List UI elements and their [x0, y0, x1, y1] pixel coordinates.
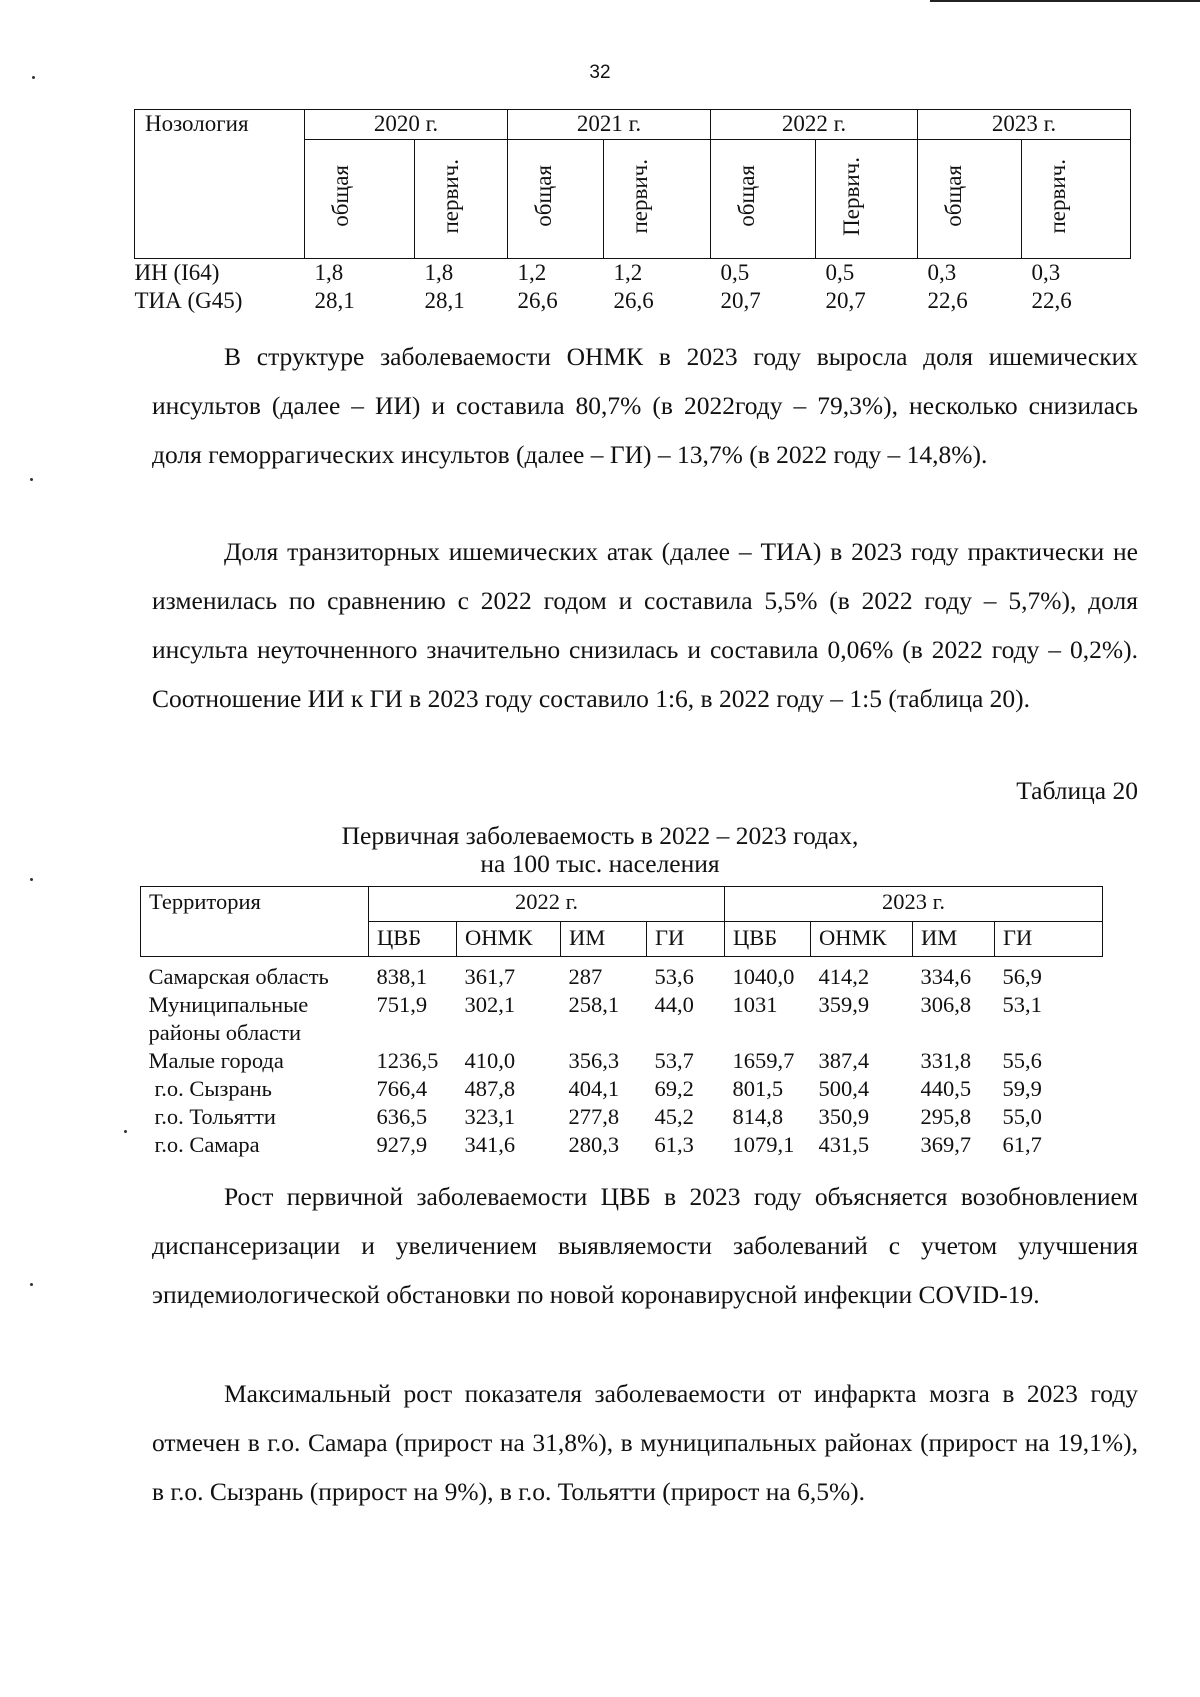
table-cell: 1079,1 — [732, 1132, 795, 1157]
table-header-row — [141, 887, 1103, 922]
scan-speck — [124, 1130, 127, 1133]
table-row — [141, 991, 1103, 1047]
table-cell: 766,4 — [376, 1076, 428, 1101]
primary-label: Первич. — [839, 156, 864, 236]
table-cell: 53,6 — [654, 964, 694, 989]
table-cell: 487,8 — [464, 1076, 516, 1101]
general-label: общая — [941, 165, 966, 227]
subheader-cell — [918, 140, 1022, 259]
row-label: ИН (I64) — [134, 260, 220, 285]
row-label: Самарская область — [148, 964, 329, 989]
table-cell: 26,6 — [613, 288, 654, 313]
table-row — [141, 1103, 1103, 1131]
paragraph-tia-share: Доля транзиторных ишемических атак (далее – ТИА) в 2023 году практически не изменилась по сравнению с 2022 годом и составила 5,5% (в 2022 году – 5,7%), доля инсульта неуточненного значительно снизилась и составила 0,06% (в 2022 году – 0,2%). Соотношение ИИ к ГИ в 2023 году составило 1:6, в 2022 году – 1:5 (таблица 20). — [152, 537, 1138, 713]
table-cell: 751,9 — [376, 992, 428, 1017]
scan-speck — [30, 478, 33, 481]
table-cell: 22,6 — [1031, 288, 1072, 313]
table-row — [141, 957, 1103, 992]
table-cell: 44,0 — [654, 992, 694, 1017]
table-title-line: на 100 тыс. населения — [480, 849, 720, 878]
table-cell: 0,5 — [720, 260, 750, 285]
table-cell: 295,8 — [920, 1104, 972, 1129]
primary-label: первич. — [438, 158, 463, 234]
table-cell: 1,2 — [613, 260, 643, 285]
table-cell: 1659,7 — [732, 1048, 795, 1073]
table-cell: 1,8 — [424, 260, 454, 285]
table-cell: 331,8 — [920, 1048, 972, 1073]
column-header: ГИ — [647, 922, 725, 957]
table-cell: 59,9 — [1002, 1076, 1042, 1101]
row-label: г.о. Самара — [154, 1132, 260, 1157]
column-header: ЦВБ — [725, 922, 811, 957]
table-cell: 28,1 — [424, 288, 465, 313]
column-header: ОНМК — [811, 922, 913, 957]
year-header: 2022 г. — [711, 110, 918, 140]
table-cell: 1,2 — [517, 260, 547, 285]
table-cell: 287 — [568, 964, 603, 989]
table-cell: 26,6 — [517, 288, 558, 313]
table-cell: 0,5 — [825, 260, 855, 285]
table-cell: 927,9 — [376, 1132, 428, 1157]
table-row — [141, 1131, 1103, 1159]
table-cell: 280,3 — [568, 1132, 620, 1157]
table-cell: 1,8 — [314, 260, 344, 285]
table-cell: 387,4 — [818, 1048, 870, 1073]
paragraph-max-growth: Максимальный рост показателя заболеваемости от инфаркта мозга в 2023 году отмечен в г.о. Самара (прирост на 31,8%), в муниципальных районах (прирост на 19,1%), в г.о. Сызрань (прирост на 9%), в г.о. Тольятти (прирост на 6,5%). — [152, 1379, 1138, 1506]
subheader-cell — [816, 140, 918, 259]
table-title-line: Первичная заболеваемость в 2022 – 2023 годах, — [341, 821, 859, 850]
table-cell: 22,6 — [927, 288, 968, 313]
year-header: 2022 г. — [369, 887, 725, 922]
top-edge-rule — [930, 0, 1200, 2]
table-row — [135, 259, 1131, 288]
table-cell: 53,7 — [654, 1048, 694, 1073]
table-cell: 1236,5 — [376, 1048, 439, 1073]
subheader-cell — [415, 140, 508, 259]
scan-speck — [32, 76, 35, 79]
primary-incidence-table — [140, 886, 1103, 1159]
nozology-header: Нозология — [135, 110, 305, 259]
table-cell: 356,3 — [568, 1048, 620, 1073]
table-cell: 814,8 — [732, 1104, 784, 1129]
table-cell: 20,7 — [720, 288, 761, 313]
scan-speck — [30, 1283, 33, 1286]
territory-header: Территория — [141, 887, 369, 957]
table-row — [135, 287, 1131, 315]
subheader-cell — [604, 140, 711, 259]
table-cell: 334,6 — [920, 964, 972, 989]
subheader-cell — [1022, 140, 1131, 259]
column-header: ГИ — [995, 922, 1103, 957]
table-cell: 20,7 — [825, 288, 866, 313]
page-number: 32 — [589, 62, 611, 83]
table-cell: 302,1 — [464, 992, 516, 1017]
general-label: общая — [734, 165, 759, 227]
table-cell: 636,5 — [376, 1104, 428, 1129]
table-cell: 414,2 — [818, 964, 870, 989]
table-cell: 55,0 — [1002, 1104, 1042, 1129]
table-cell: 45,2 — [654, 1104, 694, 1129]
row-label: г.о. Сызрань — [154, 1076, 272, 1101]
table-cell: 53,1 — [1002, 992, 1042, 1017]
table-cell: 801,5 — [732, 1076, 784, 1101]
table-cell: 404,1 — [568, 1076, 620, 1101]
table-cell: 1040,0 — [732, 964, 795, 989]
paragraph-stroke-structure: В структуре заболеваемости ОНМК в 2023 году выросла доля ишемических инсультов (далее – ИИ) и составила 80,7% (в 2022году – 79,3%), несколько снизилась доля геморрагических инсультов (далее – ГИ) – 13,7% (в 2022 году – 14,8%). — [152, 342, 1138, 469]
table-cell: 277,8 — [568, 1104, 620, 1129]
table-cell: 359,9 — [818, 992, 870, 1017]
table-cell: 28,1 — [314, 288, 355, 313]
column-header: ИМ — [561, 922, 647, 957]
paragraph-growth-reason: Рост первичной заболеваемости ЦВБ в 2023 году объясняется возобновлением диспансеризации и увеличением выявляемости заболеваний с учетом улучшения эпидемиологической обстановки по новой коронавирусной инфекции COVID-19. — [152, 1182, 1138, 1309]
table-cell: 838,1 — [376, 964, 428, 989]
row-label: ТИА (G45) — [134, 288, 243, 313]
table-cell: 323,1 — [464, 1104, 516, 1129]
table-cell: 410,0 — [464, 1048, 516, 1073]
year-header: 2021 г. — [508, 110, 711, 140]
scan-speck — [30, 878, 33, 881]
table-cell: 56,9 — [1002, 964, 1042, 989]
year-header: 2023 г. — [725, 887, 1103, 922]
row-label: Малые города — [148, 1048, 284, 1073]
primary-label: первич. — [1045, 158, 1070, 234]
table-cell: 61,7 — [1002, 1132, 1042, 1157]
subheader-cell — [305, 140, 415, 259]
table-row — [141, 1075, 1103, 1103]
table-cell: 440,5 — [920, 1076, 972, 1101]
table-cell: 55,6 — [1002, 1048, 1042, 1073]
row-label: г.о. Тольятти — [154, 1104, 276, 1129]
table-cell: 341,6 — [464, 1132, 516, 1157]
row-label: Муниципальные районы области — [148, 992, 309, 1045]
table-cell: 306,8 — [920, 992, 972, 1017]
year-header: 2020 г. — [305, 110, 508, 140]
year-header: 2023 г. — [918, 110, 1131, 140]
subheader-cell — [711, 140, 816, 259]
table-cell: 0,3 — [927, 260, 957, 285]
table-title — [0, 822, 1200, 878]
nozology-table — [134, 109, 1131, 315]
table-cell: 258,1 — [568, 992, 620, 1017]
table-row — [141, 1047, 1103, 1075]
column-header: ЦВБ — [369, 922, 457, 957]
general-label: общая — [531, 165, 556, 227]
table-cell: 361,7 — [464, 964, 516, 989]
table-number-label: Таблица 20 — [1016, 776, 1138, 805]
table-header-row — [135, 110, 1131, 140]
table-cell: 0,3 — [1031, 260, 1061, 285]
column-header: ОНМК — [457, 922, 561, 957]
table-cell: 350,9 — [818, 1104, 870, 1129]
table-cell: 369,7 — [920, 1132, 972, 1157]
table-cell: 500,4 — [818, 1076, 870, 1101]
table-cell: 431,5 — [818, 1132, 870, 1157]
primary-label: первич. — [627, 158, 652, 234]
table-cell: 1031 — [732, 992, 778, 1017]
subheader-cell — [508, 140, 604, 259]
column-header: ИМ — [913, 922, 995, 957]
general-label: общая — [328, 165, 353, 227]
table-cell: 61,3 — [654, 1132, 694, 1157]
table-cell: 69,2 — [654, 1076, 694, 1101]
